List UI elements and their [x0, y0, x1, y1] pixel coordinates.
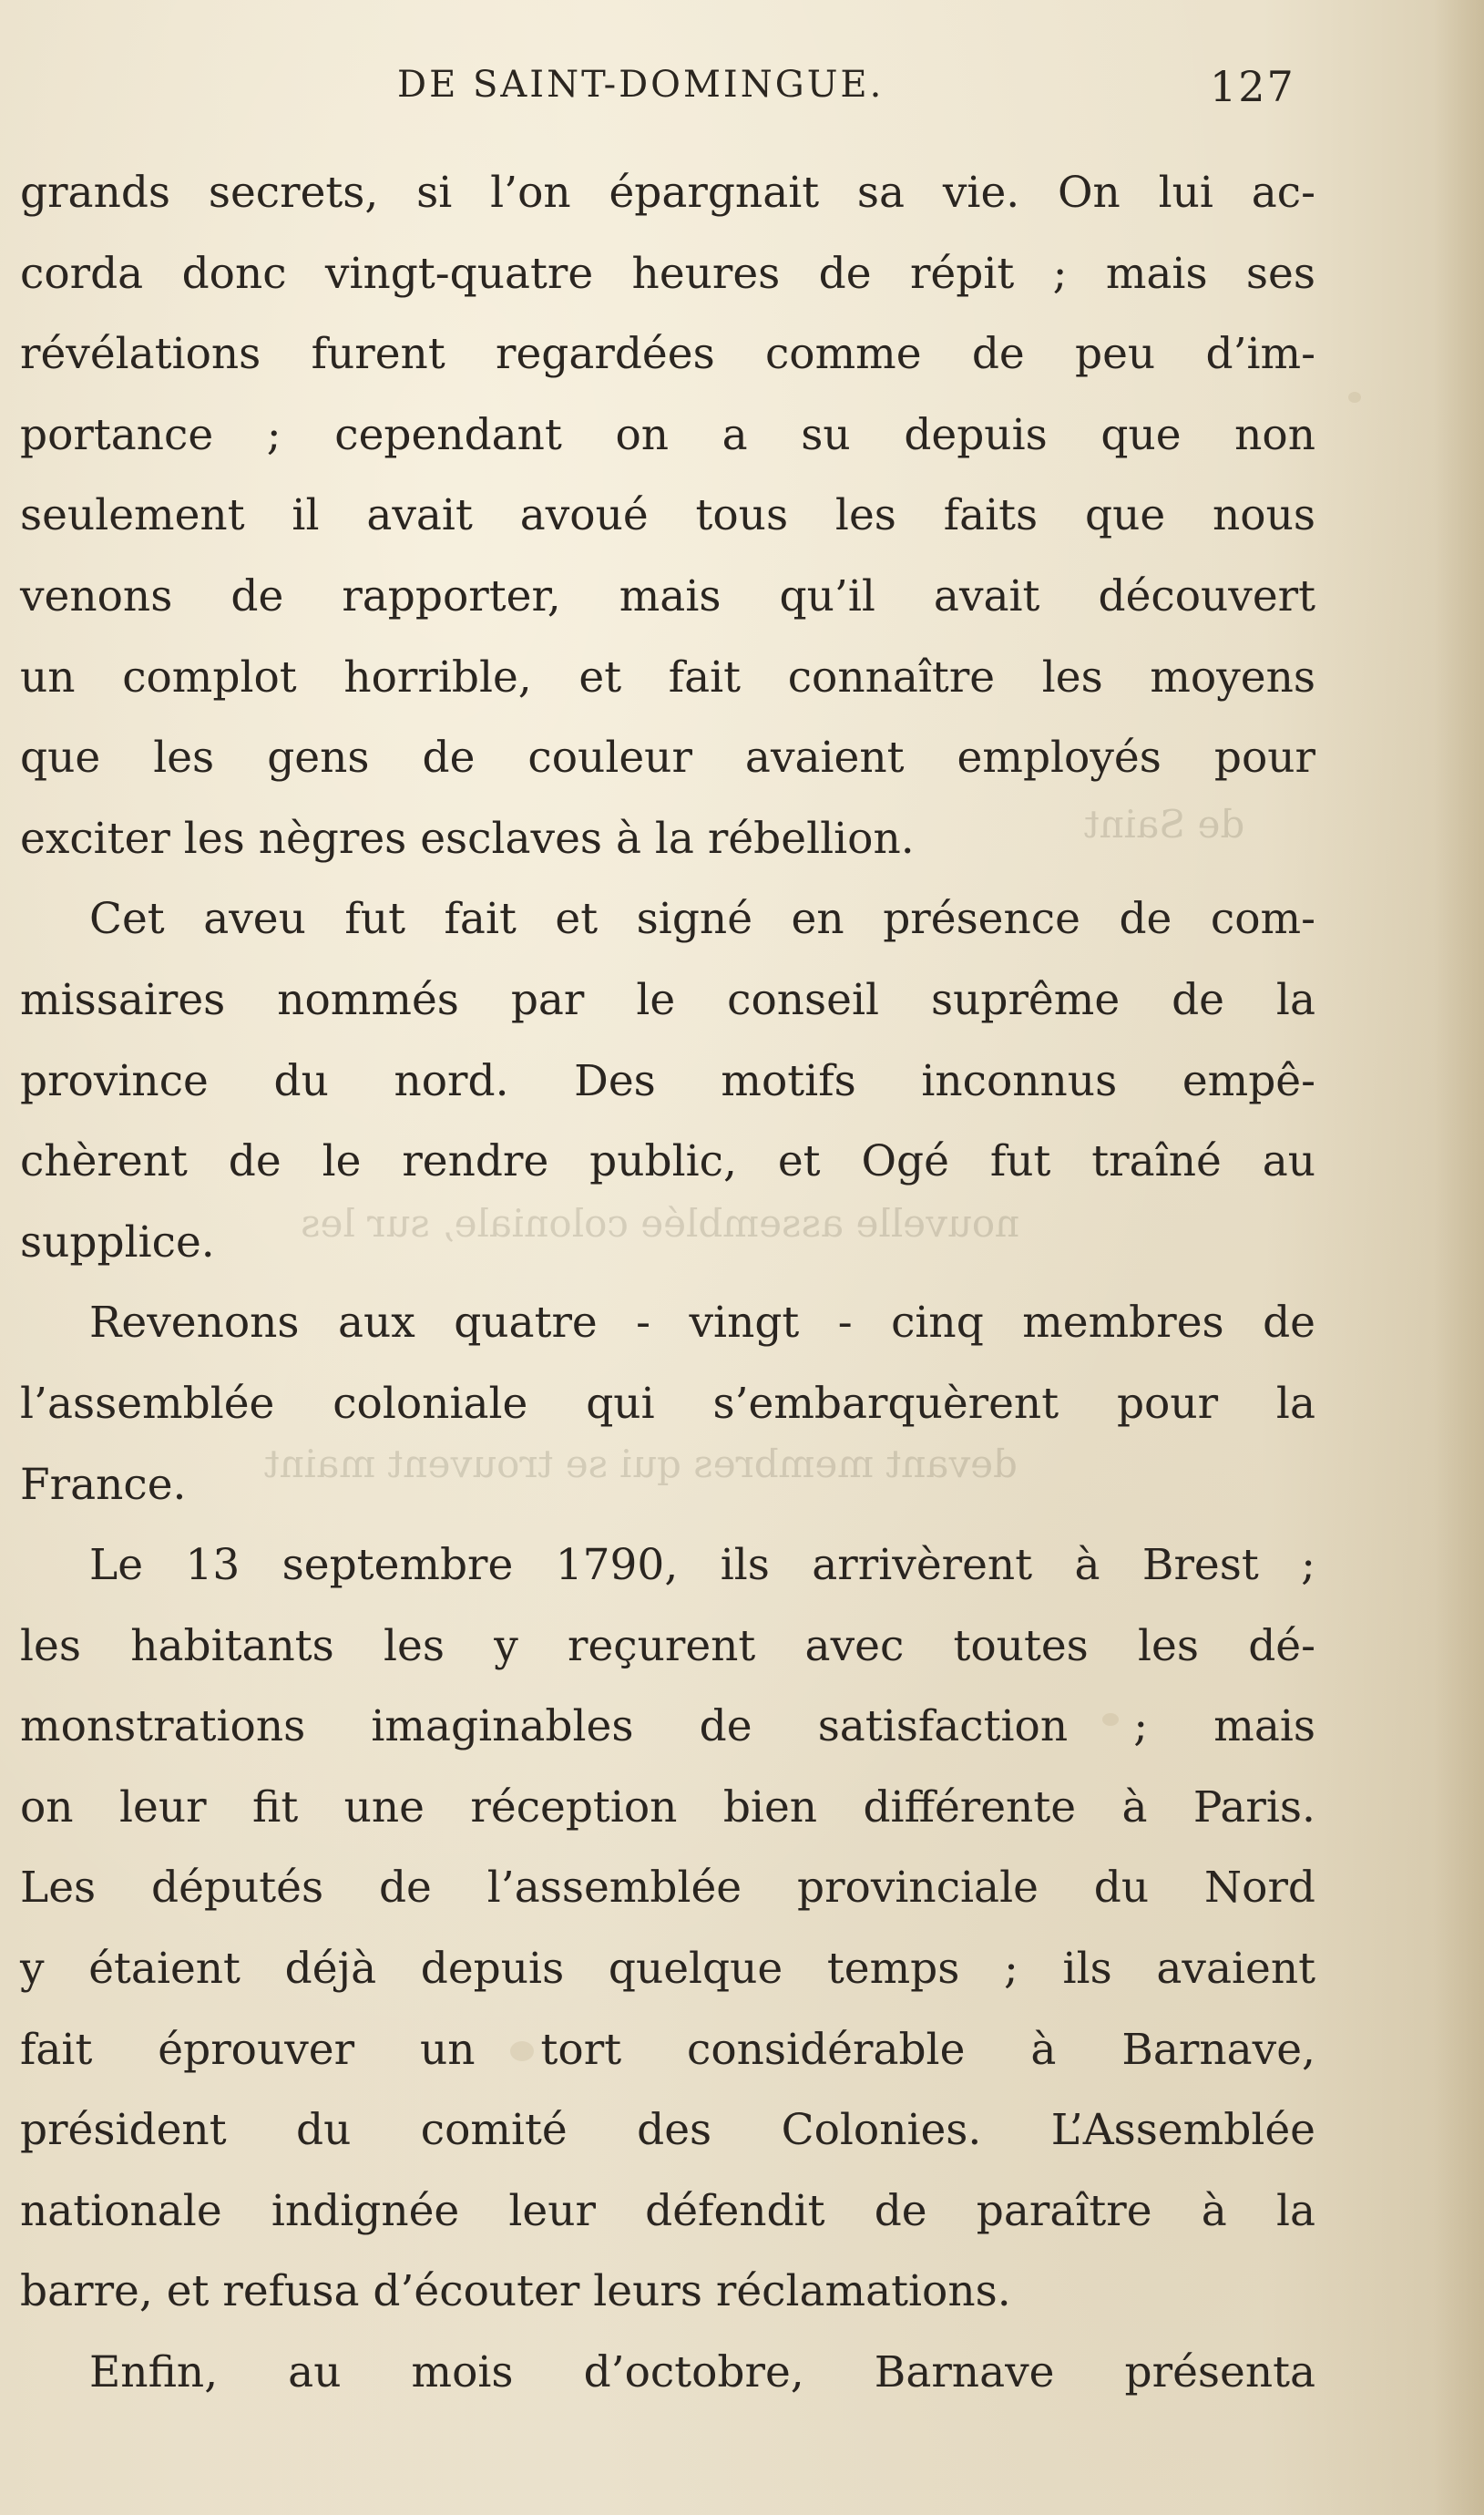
- paragraph: [20, 153, 1315, 879]
- text-line: supplice.: [20, 1216, 215, 1268]
- text-line: fait éprouver un tort considérable à Barnave,: [20, 2024, 1315, 2075]
- text-line: Revenons aux quatre - vingt - cinq membres de: [89, 1298, 1315, 1349]
- text-line: président du comité des Colonies. L’Assemblée: [20, 2105, 1315, 2156]
- text-line: corda donc vingt-quatre heures de répit ; mais ses: [20, 248, 1315, 299]
- text-line: portance ; cependant on a su depuis que non: [20, 409, 1315, 460]
- body-text: [20, 153, 1315, 2414]
- text-line: grands secrets, si l’on épargnait sa vie. On lui ac-: [20, 168, 1315, 218]
- text-line: France.: [20, 1459, 187, 1510]
- text-line: missaires nommés par le conseil suprême de la: [20, 974, 1315, 1025]
- text-line: nationale indignée leur défendit de paraître à la: [20, 2185, 1315, 2236]
- text-line: barre, et refusa d’écouter leurs réclamations.: [20, 2266, 1011, 2317]
- show-through-text: devant membres qui se trouvent maint: [264, 1442, 1018, 1486]
- text-line: révélations furent regardées comme de peu d’im-: [20, 329, 1315, 380]
- text-line: Enfin, au mois d’octobre, Barnave présenta: [89, 2347, 1315, 2398]
- running-head: DE SAINT-DOMINGUE.: [397, 64, 885, 106]
- foxing-stain: [1348, 392, 1361, 403]
- text-line: un complot horrible, et fait connaître les moyens: [20, 652, 1315, 703]
- page-header: [0, 64, 1484, 128]
- text-line: les habitants les y reçurent avec toutes les dé-: [20, 1620, 1315, 1671]
- text-line: venons de rapporter, mais qu’il avait découvert: [20, 570, 1315, 621]
- text-line: Les députés de l’assemblée provinciale du Nord: [20, 1863, 1315, 1914]
- text-line: l’assemblée coloniale qui s’embarquèrent pour la: [20, 1378, 1315, 1429]
- text-line: seulement il avait avoué tous les faits que nous: [20, 490, 1315, 541]
- show-through-text: nouvelle assemblée coloniale, sur les: [301, 1201, 1020, 1246]
- page-edge-shadow: [1434, 0, 1484, 2515]
- paragraph: [20, 1525, 1315, 2333]
- page-number: 127: [1210, 62, 1295, 111]
- text-line: y étaient déjà depuis quelque temps ; ils avaient: [20, 1944, 1315, 1995]
- paragraph: [20, 1283, 1315, 1525]
- text-line: monstrations imaginables de satisfaction ; mais: [20, 1701, 1315, 1752]
- text-line: que les gens de couleur avaient employés pour: [20, 733, 1315, 784]
- text-line: on leur fit une réception bien différente à Paris.: [20, 1781, 1315, 1832]
- text-line: Cet aveu fut fait et signé en présence de com-: [89, 894, 1315, 945]
- show-through-text: de Saint: [1084, 802, 1245, 847]
- text-line: exciter les nègres esclaves à la rébellion.: [20, 813, 915, 864]
- text-line: chèrent de le rendre public, et Ogé fut traîné au: [20, 1136, 1315, 1187]
- paragraph: [20, 879, 1315, 1283]
- text-line: Le 13 septembre 1790, ils arrivèrent à Brest ;: [89, 1540, 1315, 1591]
- text-line: province du nord. Des motifs inconnus empê-: [20, 1055, 1315, 1106]
- paragraph: [20, 2333, 1315, 2414]
